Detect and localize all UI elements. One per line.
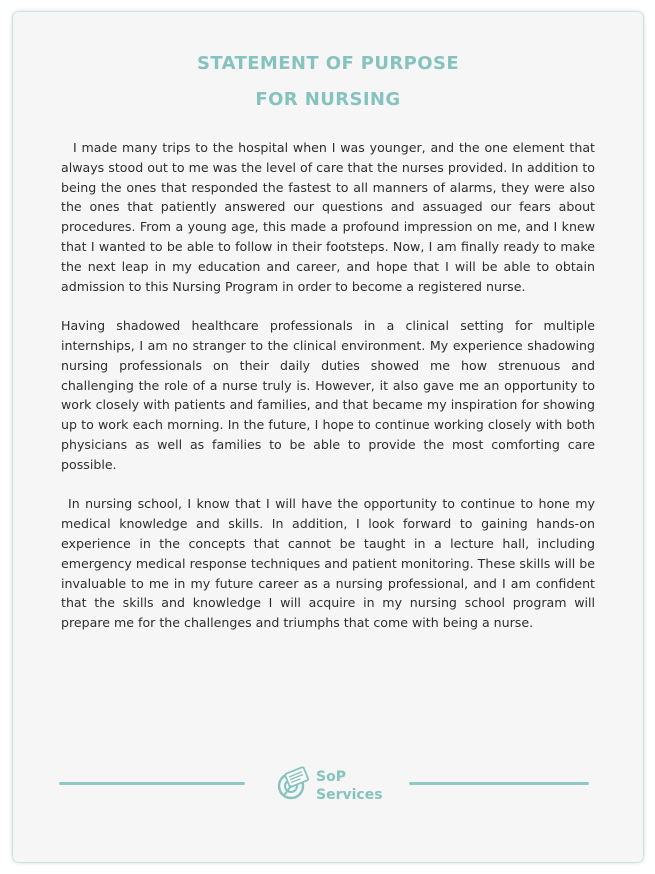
document-title-line1: STATEMENT OF PURPOSE [196, 53, 460, 74]
paragraph-1: I made many trips to the hospital when I was younger, and the one element that always stood out to me was the level of care that the nurses provided. In addition to being the ones that responded the fastest to all manners of alarms, they were also the ones that patiently answered our questions and assuaged our fears about procedures. From a young age, this made a profound impression on me, and I knew that I wanted to be able to follow in their footsteps. Now, I am finally ready to make the next leap in my education and career, and hope that I will be able to obtain admission to this Nursing Program in order to become a registered nurse. [61, 140, 595, 294]
logo-text-line1: SoP [316, 769, 346, 785]
footer-divider-right [409, 782, 589, 785]
paragraph-3: In nursing school, I know that I will have the opportunity to continue to hone my medical knowledge and skills. In addition, I look forward to gaining hands-on experience in the concepts that cannot be taught in a lecture hall, including emergency medical response techniques and patient monitoring. These skills will be invaluable to me in my future career as a nursing professional, and I am confident that the skills and knowledge I will acquire in my nursing school program will prepare me for the challenges and triumphs that come with being a nurse. [61, 496, 595, 631]
document-body [61, 138, 595, 653]
document-page [13, 12, 643, 862]
document-title-line2: FOR NURSING [255, 89, 401, 110]
paragraph-2: Having shadowed healthcare professionals in a clinical setting for multiple internships, I am no stranger to the clinical environment. My experience shadowing nursing professionals on their daily duties showed me how strenuous and challenging the role of a nurse truly is. However, it also gave me an opportunity to work closely with patients and families, and that became my inspiration for showing up to work each morning. In the future, I hope to continue working closely with both physicians as well as families to be able to provide the most comforting care possible. [61, 318, 595, 472]
sop-logo-text [316, 768, 383, 804]
sop-services-logo [275, 764, 395, 806]
sop-logo-icon [275, 764, 313, 802]
footer-divider-left [59, 782, 245, 785]
logo-text-line2: Services [316, 787, 383, 803]
